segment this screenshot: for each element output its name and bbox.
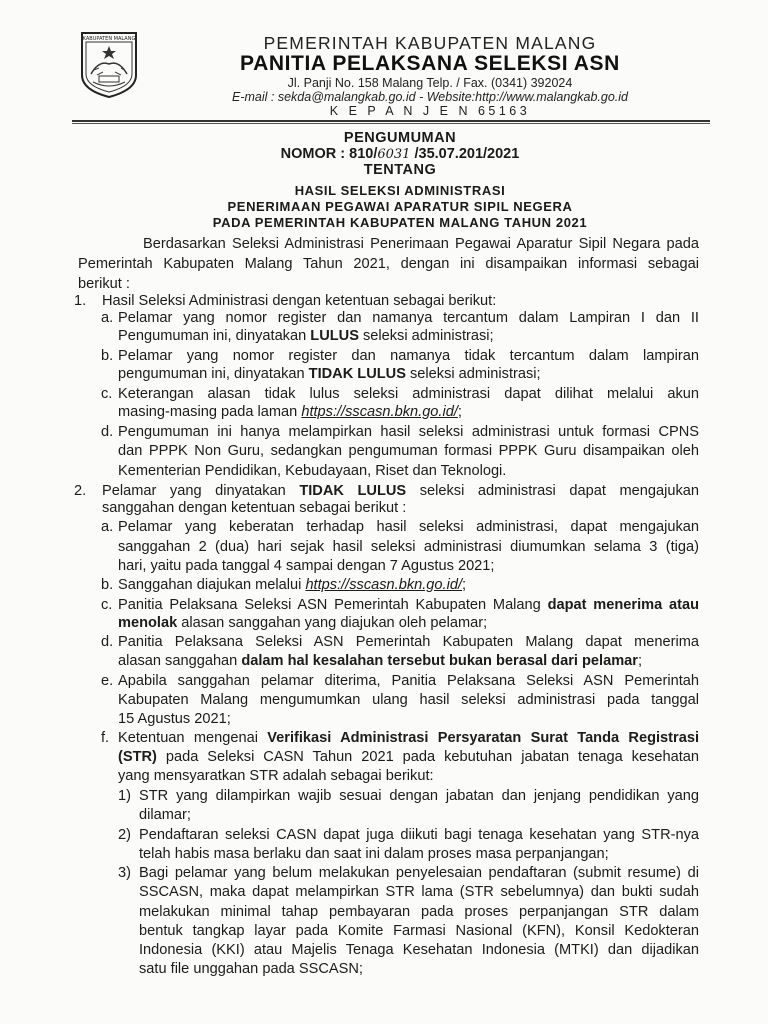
subject-line-3: PADA PEMERINTAH KABUPATEN MALANG TAHUN 2021 xyxy=(212,215,588,230)
f-item-2-line-2: telah habis masa berlaku dan saat ini dalam proses masa perpanjangan; xyxy=(139,846,609,862)
s2-a-line-3: hari, yaitu pada tanggal 4 sampai dengan 7 Agustus 2021; xyxy=(118,558,495,574)
s1-b-line-2: pengumuman ini, dinyatakan TIDAK LULUS seleksi administrasi; xyxy=(118,366,541,382)
tentang-heading: TENTANG xyxy=(363,162,437,178)
s1-a-line-2: Pengumuman ini, dinyatakan LULUS seleksi administrasi; xyxy=(118,328,494,344)
s2-e-label: e. xyxy=(101,673,114,689)
s2-b-label: b. xyxy=(101,577,114,593)
s2-e-line-1: Apabila sanggahan pelamar diterima, Panitia Pelaksana Seleksi ASN Pemerintah xyxy=(118,673,699,689)
committee-name: PANITIA PELAKSANA SELEKSI ASN xyxy=(240,52,620,75)
city-line: K E P A N J E N 65163 xyxy=(329,104,531,118)
intro-line-1: Berdasarkan Seleksi Administrasi Penerimaan Pegawai Aparatur Sipil Negara pada xyxy=(143,236,699,252)
contact-line: E-mail : sekda@malangkab.go.id - Website:http://www.malangkab.go.id xyxy=(232,90,628,104)
section-1-number: 1. xyxy=(74,293,87,309)
government-name: PEMERINTAH KABUPATEN MALANG xyxy=(263,33,597,53)
letterhead-rule-thin xyxy=(72,123,710,124)
f-item-3-line-2: SSCASN, maka dapat melampirkan STR lama (STR sebelumnya) dan bukti sudah xyxy=(139,884,699,900)
s1-a-label: a. xyxy=(101,310,114,326)
f-item-1-line-2: dilamar; xyxy=(139,807,191,823)
s2-f-line-1: Ketentuan mengenai Verifikasi Administrasi Persyaratan Surat Tanda Registrasi xyxy=(118,730,699,746)
f-item-2-line-1: Pendaftaran seleksi CASN dapat juga diikuti bagi tenaga kesehatan yang STR-nya xyxy=(139,827,699,843)
f-item-3-line-6: satu file unggahan pada SSCASN; xyxy=(139,961,363,977)
s1-b-label: b. xyxy=(101,348,114,364)
s2-c-line-2: menolak alasan sanggahan yang diajukan oleh pelamar; xyxy=(118,615,488,631)
intro-line-3: berikut : xyxy=(78,276,130,292)
handwritten-number: 6031 xyxy=(377,147,411,162)
s1-c-line-2: masing-masing pada laman https://sscasn.bkn.go.id/; xyxy=(118,404,462,420)
section-2-title-line-1: Pelamar yang dinyatakan TIDAK LULUS seleksi administrasi dapat mengajukan xyxy=(102,483,699,499)
f-item-3-line-3: melakukan minimal tahap pembayaran pada proses perpanjangan STR dalam xyxy=(139,904,699,920)
s2-d-label: d. xyxy=(101,634,114,650)
letterhead-rule xyxy=(72,120,710,122)
regency-emblem-logo xyxy=(79,30,139,100)
subject-line-1: HASIL SELEKSI ADMINISTRASI xyxy=(294,183,506,198)
section-1-title: Hasil Seleksi Administrasi dengan ketentuan sebagai berikut: xyxy=(102,293,497,309)
s2-e-line-2: Kabupaten Malang mengumumkan ulang hasil seleksi administrasi pada tanggal xyxy=(118,692,699,708)
f-item-3-line-1: Bagi pelamar yang belum melakukan penyelesaian pendaftaran (submit resume) di xyxy=(139,865,699,881)
s1-c-label: c. xyxy=(101,386,113,402)
s2-a-line-2: sanggahan 2 (dua) hari sejak hasil seleksi administrasi diumumkan selama 3 (tiga) xyxy=(118,539,699,555)
logo-caption: KABUPATEN MALANG xyxy=(82,36,136,42)
s2-d-line-2: alasan sanggahan dalam hal kesalahan tersebut bukan berasal dari pelamar; xyxy=(118,653,643,669)
address-line: Jl. Panji No. 158 Malang Telp. / Fax. (0341) 392024 xyxy=(287,76,573,90)
f-item-3-label: 3) xyxy=(118,865,131,881)
s1-c-line-1: Keterangan alasan tidak lulus seleksi administrasi dapat dilihat melalui akun xyxy=(118,386,699,402)
section-2-title-line-2: sanggahan dengan ketentuan sebagai berikut : xyxy=(102,500,407,516)
s2-c-label: c. xyxy=(101,597,113,613)
s1-b-line-1: Pelamar yang nomor register dan namanya tidak tercantum dalam lampiran xyxy=(118,348,699,364)
s2-e-line-3: 15 Agustus 2021; xyxy=(118,711,231,727)
s2-a-line-1: Pelamar yang keberatan terhadap hasil seleksi administrasi, dapat mengajukan xyxy=(118,519,699,535)
s2-f-label: f. xyxy=(101,730,110,746)
s1-d-line-3: Kementerian Pendidikan, Kebudayaan, Riset dan Teknologi. xyxy=(118,463,507,479)
f-item-2-label: 2) xyxy=(118,827,131,843)
subject-line-2: PENERIMAAN PEGAWAI APARATUR SIPIL NEGERA xyxy=(227,199,573,214)
announcement-number: NOMOR : 810/6031 /35.07.201/2021 xyxy=(280,146,520,162)
section-2-number: 2. xyxy=(74,483,87,499)
s2-d-line-1: Panitia Pelaksana Seleksi ASN Pemerintah Kabupaten Malang dapat menerima xyxy=(118,634,699,650)
s2-a-label: a. xyxy=(101,519,114,535)
s1-d-label: d. xyxy=(101,424,114,440)
s1-d-line-1: Pengumuman ini hanya melampirkan hasil seleksi administrasi untuk formasi CPNS xyxy=(118,424,699,440)
announcement-heading: PENGUMUMAN xyxy=(343,130,457,146)
s2-c-line-1: Panitia Pelaksana Seleksi ASN Pemerintah Kabupaten Malang dapat menerima atau xyxy=(118,597,699,613)
f-item-3-line-5: Indonesia (KKI) atau Majelis Tenaga Kesehatan Indonesia (MTKI) dan dijadikan xyxy=(139,942,699,958)
s1-a-line-1: Pelamar yang nomor register dan namanya tercantum dalam Lampiran I dan II xyxy=(118,310,699,326)
sscasn-link[interactable]: https://sscasn.bkn.go.id/ xyxy=(301,404,458,420)
sscasn-link-2[interactable]: https://sscasn.bkn.go.id/ xyxy=(305,577,462,593)
s2-b-line-1: Sanggahan diajukan melalui https://sscasn.bkn.go.id/; xyxy=(118,577,467,593)
f-item-1-line-1: STR yang dilampirkan wajib sesuai dengan jabatan dan jenjang pendidikan yang xyxy=(139,788,699,804)
s1-d-line-2: dan PPPK Non Guru, sedangkan pengumuman formasi PPPK Guru disampaikan oleh xyxy=(118,443,699,459)
intro-line-2: Pemerintah Kabupaten Malang Tahun 2021, dengan ini disampaikan informasi sebagai xyxy=(78,256,699,272)
f-item-1-label: 1) xyxy=(118,788,131,804)
s2-f-line-2: (STR) pada Seleksi CASN Tahun 2021 pada kebutuhan jabatan tenaga kesehatan xyxy=(118,749,699,765)
s2-f-line-3: yang mensyaratkan STR adalah sebagai berikut: xyxy=(118,768,434,784)
f-item-3-line-4: bentuk tangkap layar pada Komite Farmasi Nasional (KFN), Konsil Kedokteran xyxy=(139,923,699,939)
